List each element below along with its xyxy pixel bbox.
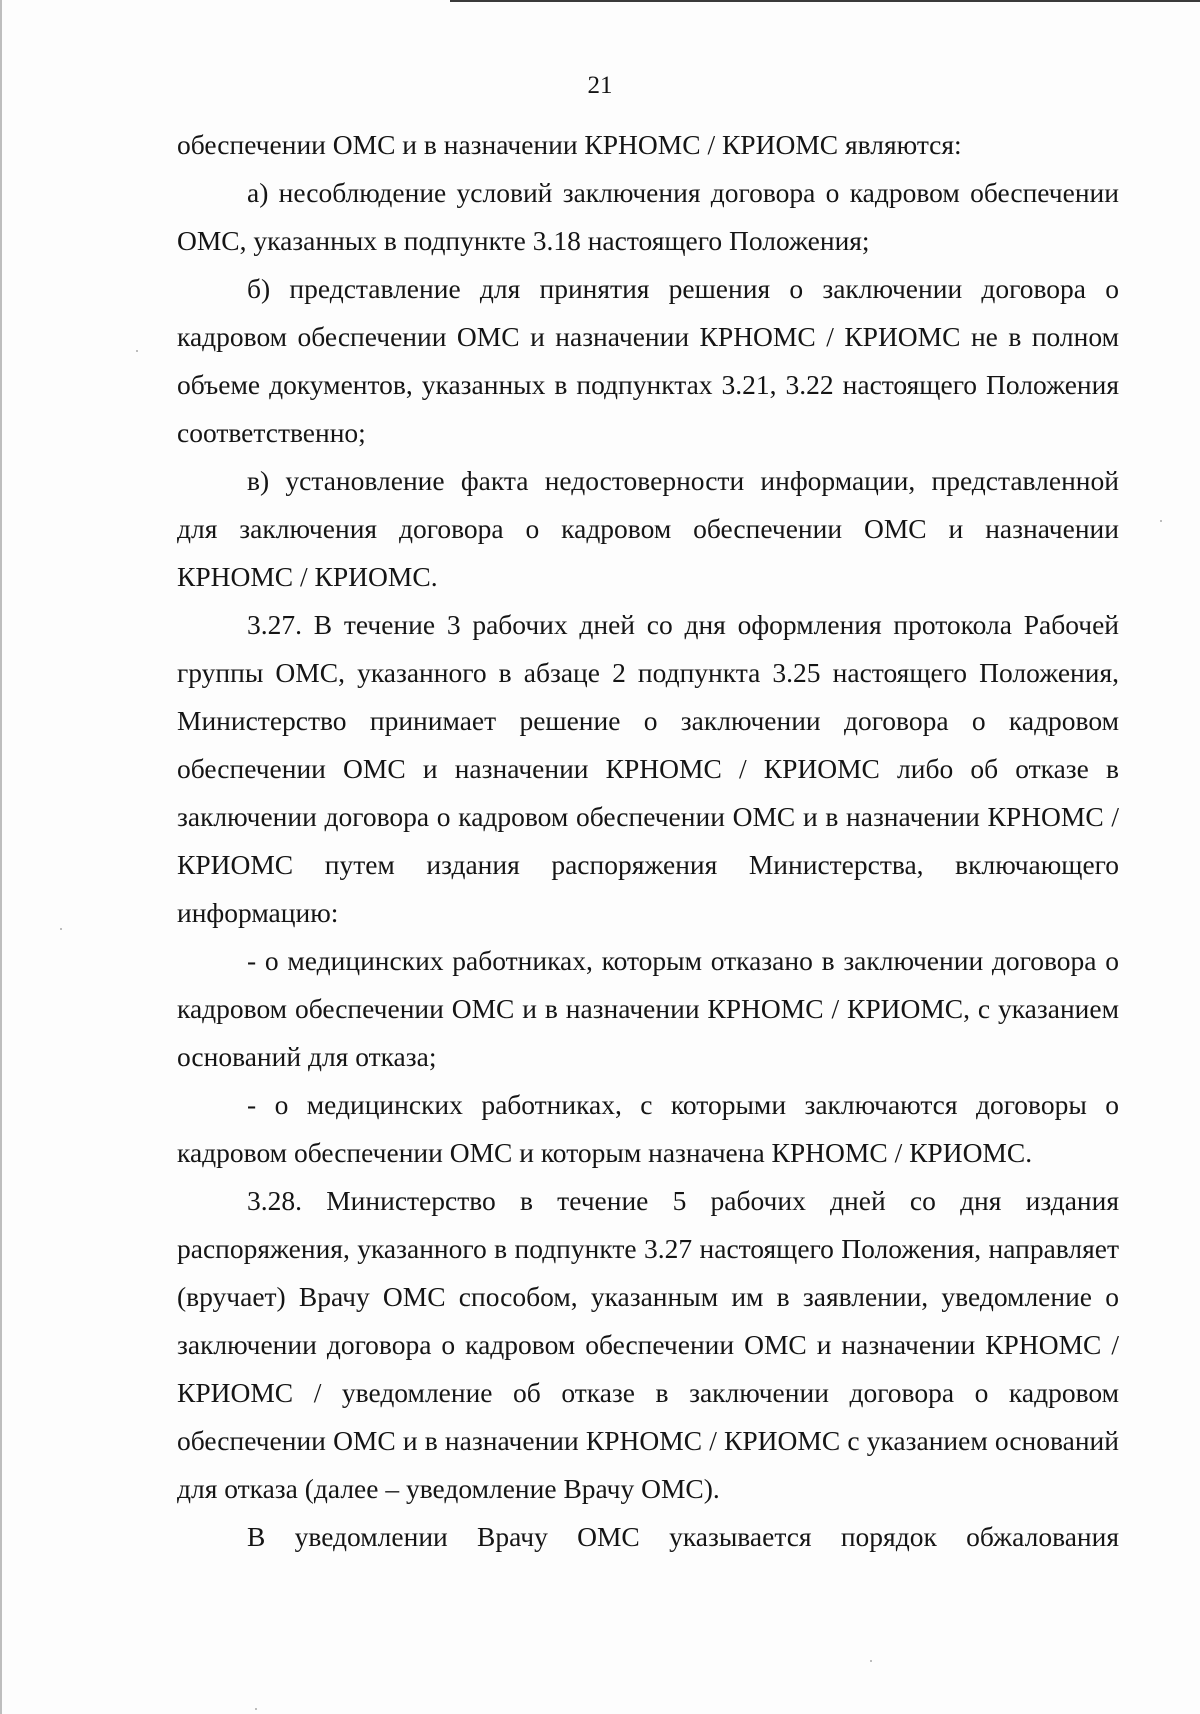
paragraph-notification-appeal: В уведомлении Врачу ОМС указывается порядок обжалования bbox=[247, 1521, 1119, 1552]
paragraph-3-28: 3.28. Министерство в течение 5 рабочих дней со дня издания распоряжения, указанного в подпункте 3.27 настоящего Положения, направляет (вручает) Врачу ОМС способом, указанным им в заявлении, уведомление о заключении договора о кадровом обеспечении ОМС и назначении КРНОМС / КРИОМС / уведомление об отказе в заключении договора о кадровом обеспечении ОМС и в назначении КРНОМС / КРИОМС с указанием оснований для отказа (далее – уведомление Врачу ОМС). bbox=[177, 1185, 1119, 1504]
paragraph-bullet-concluded: - о медицинских работниках, с которыми заключаются договоры о кадровом обеспечении ОМС и которым назначена КРНОМС / КРИОМС. bbox=[177, 1089, 1119, 1168]
paragraph-3-27: 3.27. В течение 3 рабочих дней со дня оформления протокола Рабочей группы ОМС, указанного в абзаце 2 подпункта 3.25 настоящего Положения, Министерство принимает решение о заключении договора о кадровом обеспечении ОМС и назначении КРНОМС / КРИОМС либо об отказе в заключении договора о кадровом обеспечении ОМС и в назначении КРНОМС / КРИОМС путем издания распоряжения Министерства, включающего информацию: bbox=[177, 609, 1119, 928]
page-number: 21 bbox=[587, 72, 613, 99]
scan-speck bbox=[1160, 520, 1162, 522]
document-body bbox=[177, 121, 1119, 1561]
scan-speck bbox=[60, 928, 62, 930]
scan-left-border bbox=[0, 0, 2, 1714]
scan-speck bbox=[255, 1708, 257, 1710]
scan-speck bbox=[870, 1660, 872, 1662]
paragraph-continuation: обеспечении ОМС и в назначении КРНОМС / КРИОМС являются: bbox=[177, 129, 962, 160]
paragraph-item-a: а) несоблюдение условий заключения договора о кадровом обеспечении ОМС, указанных в подпункте 3.18 настоящего Положения; bbox=[177, 177, 1119, 256]
paragraph-item-v: в) установление факта недостоверности информации, представленной для заключения договора о кадровом обеспечении ОМС и назначении КРНОМС / КРИОМС. bbox=[177, 465, 1119, 592]
scan-speck bbox=[136, 350, 138, 352]
scan-top-border bbox=[450, 0, 1200, 2]
paragraph-bullet-refused: - о медицинских работниках, которым отказано в заключении договора о кадровом обеспечении ОМС и в назначении КРНОМС / КРИОМС, с указанием оснований для отказа; bbox=[177, 945, 1119, 1072]
paragraph-item-b: б) представление для принятия решения о заключении договора о кадровом обеспечении ОМС и назначении КРНОМС / КРИОМС не в полном объеме документов, указанных в подпунктах 3.21, 3.22 настоящего Положения соответственно; bbox=[177, 273, 1119, 448]
